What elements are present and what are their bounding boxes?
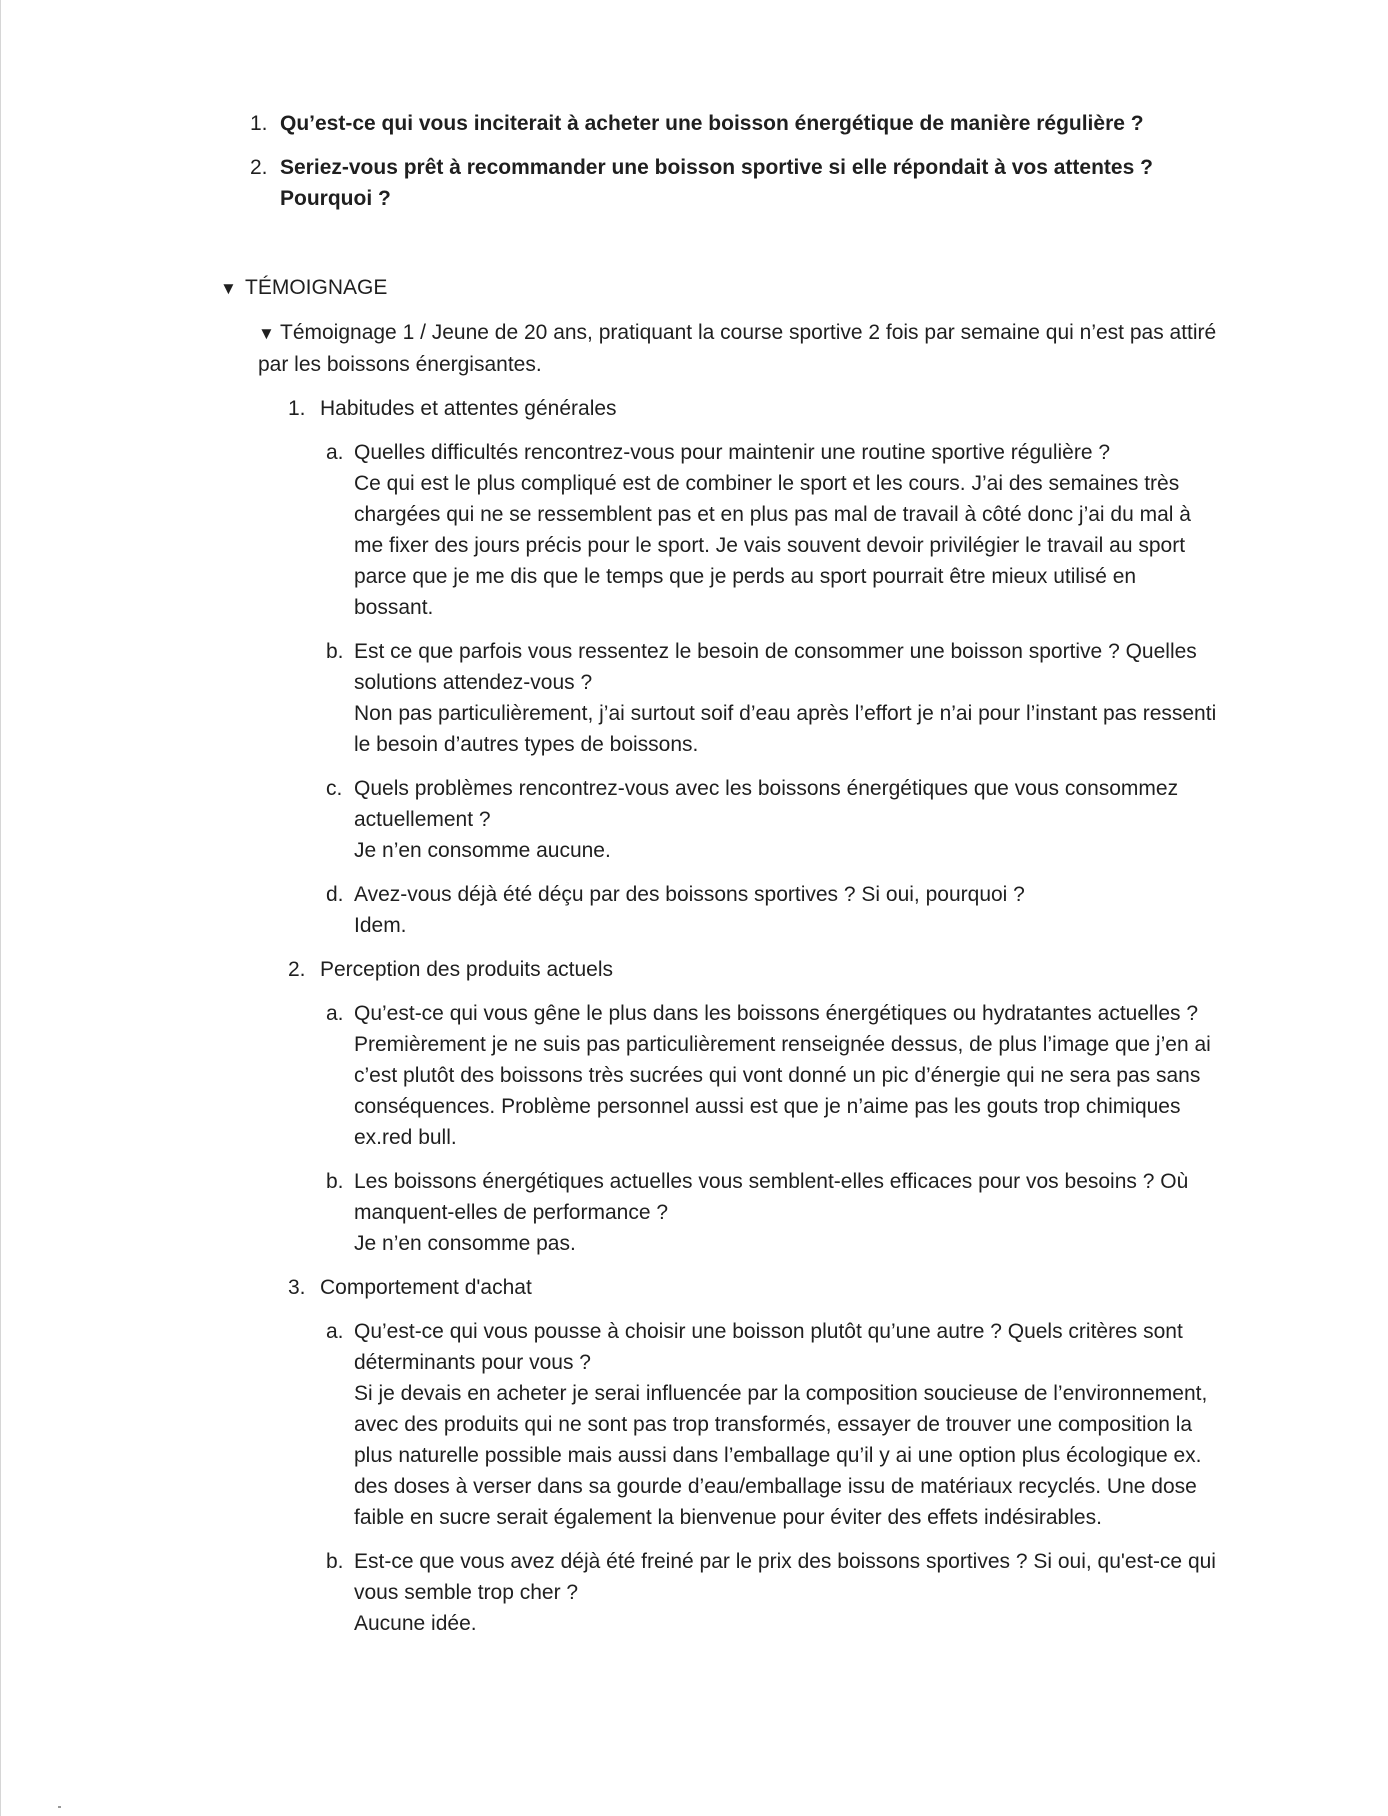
page-corner-mark (58, 1806, 61, 1808)
qa-item (326, 1316, 1220, 1533)
question-text: Quels problèmes rencontrez-vous avec les boissons énergétiques que vous consommez actuellement ? (354, 777, 1179, 831)
list-number: 1. (250, 112, 268, 135)
section-title-text: Habitudes et attentes générales (320, 397, 617, 420)
qa-item (326, 1166, 1220, 1259)
qa-item (326, 879, 1220, 941)
top-question (220, 108, 1220, 139)
top-question (220, 152, 1220, 214)
page-edge (0, 0, 1, 1816)
list-letter: a. (326, 1002, 344, 1025)
answer-text: Non pas particulièrement, j’ai surtout soif d’eau après l’effort je n’ai pour l’instant pas ressenti le besoin d’autres types de boissons. (354, 702, 1217, 756)
answer-text: Idem. (354, 914, 407, 937)
list-number: 2. (288, 958, 306, 981)
temoignage-toggle (220, 272, 1220, 1639)
question-text: Quelles difficultés rencontrez-vous pour maintenir une routine sportive régulière ? (354, 441, 1111, 464)
toggle-triangle-icon[interactable]: ▼ (258, 324, 275, 343)
list-number: 1. (288, 397, 306, 420)
answer-text: Je n’en consomme pas. (354, 1232, 576, 1255)
question-text: Qu’est-ce qui vous pousse à choisir une boisson plutôt qu’une autre ? Quels critères sont déterminants pour vous ? (354, 1320, 1183, 1374)
answer-text: Premièrement je ne suis pas particulièrement renseignée dessus, de plus l’image que j’en ai c’est plutôt des boissons très sucrées qui vont donné un pic d’énergie qui ne sera pas sans conséquences. Problème personnel aussi est que je n’aime pas les gouts trop chimiques ex.red bull. (354, 1033, 1211, 1149)
qa-list (326, 1316, 1220, 1639)
toggle-header[interactable] (220, 272, 1220, 304)
toggle-triangle-icon[interactable]: ▼ (220, 279, 237, 298)
answer-text: Aucune idée. (354, 1612, 477, 1635)
qa-item (326, 1546, 1220, 1639)
question-text: Est ce que parfois vous ressentez le besoin de consommer une boisson sportive ? Quelles solutions attendez-vous ? (354, 640, 1197, 694)
list-letter: b. (326, 1170, 344, 1193)
qa-item (326, 437, 1220, 623)
question-text: Qu’est-ce qui vous gêne le plus dans les boissons énergétiques ou hydratantes actuelles ? (354, 1002, 1199, 1025)
top-question-text: Qu’est-ce qui vous inciterait à acheter une boisson énergétique de manière régulière ? (280, 112, 1144, 135)
answer-text: Ce qui est le plus compliqué est de combiner le sport et les cours. J’ai des semaines très chargées qui ne se ressemblent pas et en plus pas mal de travail à côté donc j’ai du mal à me fixer des jours précis pour le sport. Je vais souvent devoir privilégier le travail au sport parce que je me dis que le temps que je perds au sport pourrait être mieux utilisé en bossant. (354, 472, 1191, 619)
qa-list (326, 998, 1220, 1259)
toggle-title: TÉMOIGNAGE (245, 276, 388, 299)
top-question-text: Seriez-vous prêt à recommander une boisson sportive si elle répondait à vos attentes ? Pourquoi ? (280, 156, 1153, 210)
question-text: Avez-vous déjà été déçu par des boissons sportives ? Si oui, pourquoi ? (354, 883, 1025, 906)
answer-text: Si je devais en acheter je serai influencée par la composition soucieuse de l’environnement, avec des produits qui ne sont pas trop transformés, essayer de trouver une composition la plus naturelle possible mais aussi dans l’emballage qu’il y ai une option plus écologique ex. des doses à verser dans sa gourde d’eau/emballage issu de matériaux recyclés. Une dose faible en sucre serait également la bienvenue pour éviter des effets indésirables. (354, 1382, 1208, 1529)
qa-list (326, 437, 1220, 941)
top-question-list (220, 108, 1220, 214)
list-letter: c. (326, 777, 343, 800)
testimony-header[interactable] (258, 317, 1220, 380)
answer-text: Je n’en consomme aucune. (354, 839, 611, 862)
qa-item (326, 998, 1220, 1153)
document-content (220, 108, 1220, 1652)
section-title (288, 1272, 1220, 1303)
question-text: Est-ce que vous avez déjà été freiné par le prix des boissons sportives ? Si oui, qu'est-ce qui vous semble trop cher ? (354, 1550, 1216, 1604)
list-letter: a. (326, 1320, 344, 1343)
testimony-title: Témoignage 1 / Jeune de 20 ans, pratiquant la course sportive 2 fois par semaine qui n’est pas attiré par les boissons énergisantes. (258, 321, 1217, 376)
qa-item (326, 636, 1220, 760)
list-letter: a. (326, 441, 344, 464)
section-title-text: Perception des produits actuels (320, 958, 614, 981)
list-letter: b. (326, 640, 344, 663)
list-letter: d. (326, 883, 344, 906)
list-number: 2. (250, 156, 268, 179)
section (288, 393, 1220, 941)
qa-item (326, 773, 1220, 866)
list-number: 3. (288, 1276, 306, 1299)
section (288, 1272, 1220, 1639)
testimony-toggle (258, 317, 1220, 1639)
section-title (288, 393, 1220, 424)
section-title (288, 954, 1220, 985)
section (288, 954, 1220, 1259)
list-letter: b. (326, 1550, 344, 1573)
question-text: Les boissons énergétiques actuelles vous semblent-elles efficaces pour vos besoins ? Où manquent-elles de performance ? (354, 1170, 1189, 1224)
section-title-text: Comportement d'achat (320, 1276, 532, 1299)
testimony-sections (288, 393, 1220, 1639)
